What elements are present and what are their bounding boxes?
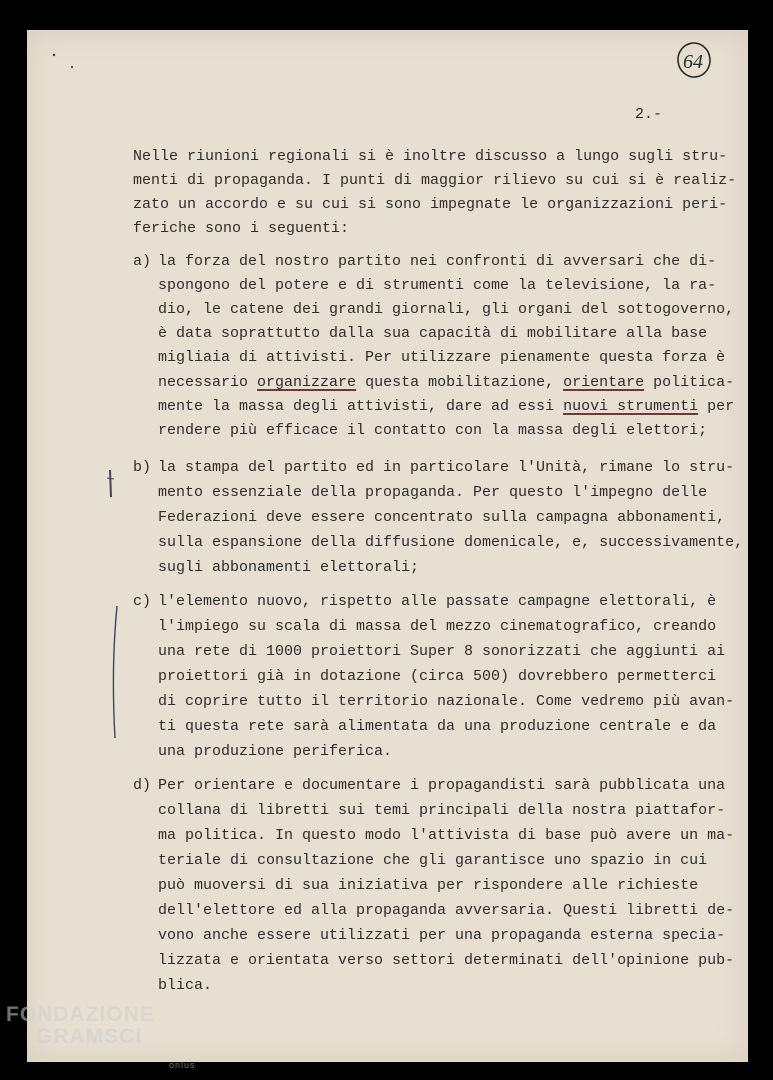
item-b-line-5: sugli abbonamenti elettorali; <box>158 559 420 576</box>
item-d-line-3: ma politica. In questo modo l'attivista di base può avere un ma- <box>158 827 735 844</box>
item-a-line-7-pre: mente la massa degli attivisti, dare ad essi <box>158 398 564 415</box>
item-c-line-1: l'elemento nuovo, rispetto alle passate campagne elettorali, è <box>158 593 717 610</box>
folio-number: 64 <box>683 51 703 73</box>
item-c-line-4: proiettori già in dotazione (circa 500) dovrebbero permetterci <box>158 668 717 685</box>
item-b-marker: b) <box>133 459 152 476</box>
item-a-line-6 <box>158 371 734 395</box>
item-d-line-8: lizzata e orientata verso settori determinati dell'opinione pub- <box>158 952 735 969</box>
item-b-line-2: mento essenziale della propaganda. Per questo l'impegno delle <box>158 484 708 501</box>
item-d-line-6: dell'elettore ed alla propaganda avversaria. Questi libretti de- <box>158 902 735 919</box>
item-d-line-1: Per orientare e documentare i propagandisti sarà pubblicata una <box>158 777 726 794</box>
fondazione-gramsci-watermark <box>6 1003 196 1070</box>
underlined-organizzare: organizzare <box>257 374 357 391</box>
item-a-line-7 <box>158 395 734 419</box>
item-c-marker: c) <box>133 593 152 610</box>
item-a-line-6-post: politica- <box>644 374 735 391</box>
watermark-line-2: GRAMSCI <box>36 1025 143 1048</box>
item-a-line-5: migliaia di attivisti. Per utilizzare pienamente questa forza è <box>158 349 726 366</box>
item-a-line-1: la forza del nostro partito nei confronti di avversari che di- <box>158 253 717 270</box>
underlined-orientare: orientare <box>563 374 645 391</box>
item-d-line-4: teriale di consultazione che gli garantisce uno spazio in cui <box>158 852 708 869</box>
item-c-line-6: ti questa rete sarà alimentata da una produzione centrale e da <box>158 718 717 735</box>
intro-line-2: menti di propaganda. I punti di maggior rilievo su cui si è realiz- <box>133 172 737 189</box>
intro-line-3: zato un accordo e su cui si sono impegnate le organizzazioni peri- <box>133 196 728 213</box>
watermark-line-1: FONDAZIONE <box>6 1003 155 1026</box>
underlined-nuovi-strumenti: nuovi strumenti <box>563 398 699 415</box>
page-number: 2.- <box>635 106 663 123</box>
item-d-line-7: vono anche essere utilizzati per una propaganda esterna specia- <box>158 927 726 944</box>
item-a-line-6-mid: questa mobilitazione, <box>356 374 564 391</box>
item-a-line-3: dio, le catene dei grandi giornali, gli organi del sottogoverno, <box>158 301 735 318</box>
watermark-line-3: onlus <box>169 1060 196 1070</box>
item-a-marker: a) <box>133 253 152 270</box>
item-a-line-7-post: per <box>698 398 735 415</box>
item-c-line-2: l'impiego su scala di massa del mezzo cinematografico, creando <box>158 618 717 635</box>
item-c-line-3: una rete di 1000 proiettori Super 8 sonorizzati che aggiunti ai <box>158 643 726 660</box>
item-b-line-4: sulla espansione della diffusione domenicale, e, successivamente, <box>158 534 744 551</box>
item-a-line-4: è data soprattutto dalla sua capacità di mobilitare alla base <box>158 325 708 342</box>
item-d-line-5: può muoversi di sua iniziativa per rispondere alle richieste <box>158 877 699 894</box>
intro-line-4: feriche sono i seguenti: <box>133 220 350 237</box>
item-d-line-9: blica. <box>158 977 213 994</box>
item-a-line-2: spongono del potere e di strumenti come la televisione, la ra- <box>158 277 717 294</box>
item-d-marker: d) <box>133 777 152 794</box>
item-a-line-6-pre: necessario <box>158 374 258 391</box>
intro-line-1: Nelle riunioni regionali si è inoltre discusso a lungo sugli stru- <box>133 148 728 165</box>
item-a-line-8: rendere più efficace il contatto con la massa degli elettori; <box>158 422 708 439</box>
item-c-line-5: di coprire tutto il territorio nazionale. Come vedremo più avan- <box>158 693 735 710</box>
item-b-line-1: la stampa del partito ed in particolare l'Unità, rimane lo stru- <box>158 459 735 476</box>
item-d-line-2: collana di libretti sui temi principali della nostra piattafor- <box>158 802 726 819</box>
item-b-line-3: Federazioni deve essere concentrato sulla campagna abbonamenti, <box>158 509 726 526</box>
item-c-line-7: una produzione periferica. <box>158 743 393 760</box>
